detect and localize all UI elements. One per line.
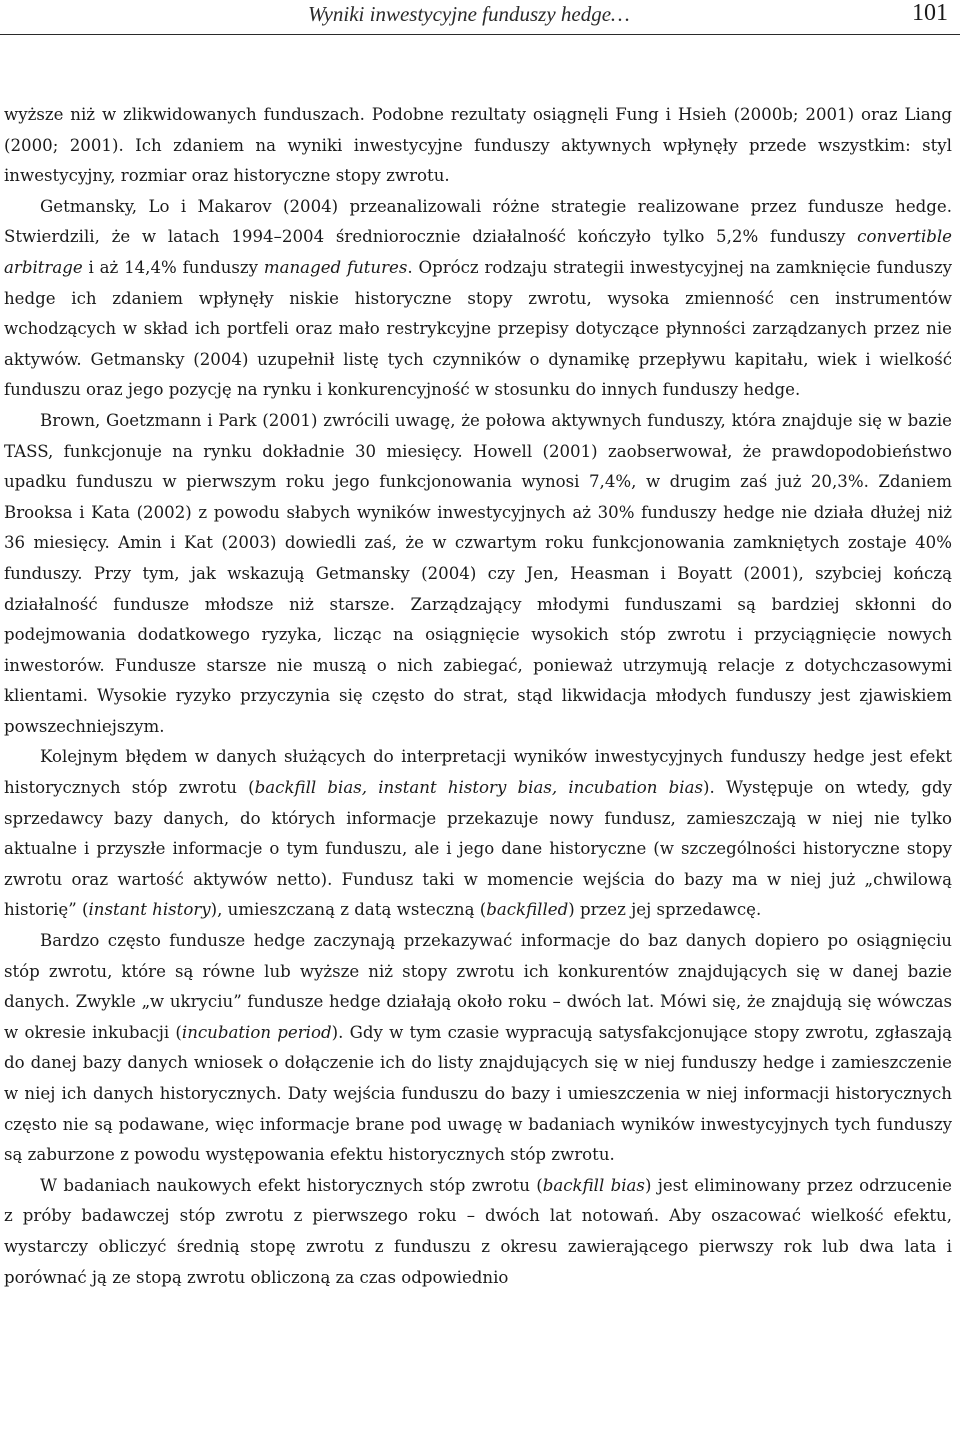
italic-term: incubation period <box>181 1022 332 1042</box>
italic-term: backfill bias, instant history bias, incubation bias <box>254 778 704 798</box>
running-header <box>0 0 960 35</box>
text-run: ), umieszczaną z datą wsteczną ( <box>210 900 487 920</box>
paragraph <box>4 192 952 406</box>
italic-term: convertible arbitrage <box>4 227 952 277</box>
page-number: 101 <box>912 0 948 26</box>
text-run: ) przez jej sprzedawcę. <box>568 900 762 920</box>
text-run: Kolejnym błędem w danych służących do interpretacji wyników inwestycyjnych funduszy hedge jest efekt historycznych stóp zwrotu ( <box>4 747 952 798</box>
text-run: ) jest eliminowany przez odrzucenie z próby badawczej stóp zwrotu z pierwszego roku – dwóch lat notowań. Aby oszacować wielkość efektu, wystarczy obliczyć średnią stopę zwrotu z funduszu z okresu zawierającego pierwszy rok lub dwa lata i porównać ją ze stopą zwrotu obliczoną za czas odpowiednio <box>4 1175 952 1287</box>
italic-term: backfilled <box>486 900 569 920</box>
text-run: wyższe niż w zlikwidowanych funduszach. Podobne rezultaty osiągnęli Fung i Hsieh (2000b; 2001) oraz Liang (2000; 2001). Ich zdaniem na wyniki inwestycyjne funduszy aktywnych wpłynęły przede wszystkim: styl inwestycyjny, rozmiar oraz historyczne stopy zwrotu. <box>4 105 952 186</box>
italic-term: instant history <box>88 900 211 920</box>
paragraph <box>4 100 952 192</box>
text-run: W badaniach naukowych efekt historycznych stóp zwrotu ( <box>40 1175 543 1195</box>
running-header-title: Wyniki inwestycyjne funduszy hedge… <box>308 2 630 26</box>
paragraph <box>4 742 952 926</box>
text-run: Bardzo często fundusze hedge zaczynają przekazywać informacje do baz danych dopiero po osiągnięciu stóp zwrotu, które są równe lub wyższe niż stopy zwrotu ich konkurentów znajdujących się w danej bazie danych. Zwykle „w ukryciu” fundusze hedge działają około roku – dwóch lat. Mówi się, że znajdują się wówczas w okresie inkubacji ( <box>4 931 952 1042</box>
text-run: i aż 14,4% funduszy <box>82 257 264 277</box>
italic-term: managed futures <box>263 257 408 277</box>
text-run: Brown, Goetzmann i Park (2001) zwrócili uwagę, że połowa aktywnych funduszy, która znajduje się w bazie TASS, funkcjonuje na rynku dokładnie 30 miesięcy. Howell (2001) zaobserwował, że prawdopodobieństwo upadku funduszu w pierwszym roku jego funkcjonowania wynosi 7,4%, w drugim zaś już 20,3%. Zdaniem Brooksa i Kata (2002) z powodu słabych wyników inwestycyjnych aż 30% funduszy hedge nie działa dłużej niż 36 miesięcy. Amin i Kat (2003) dowiedli zaś, że w czwartym roku funkcjonowania zamkniętych zostaje 40% funduszy. Przy tym, jak wskazują Getmansky (2004) czy Jen, Heasman i Boyatt (2001), szybciej kończą działalność fundusze młodsze niż starsze. Zarządzający młodymi funduszami są bardziej skłonni do podejmowania dodatkowego ryzyka, licząc na osiągnięcie wysokich stóp zwrotu i przyciągnięcie nowych inwestorów. Fundusze starsze nie muszą o nich zabiegać, ponieważ utrzymują relacje z dotychczasowymi klientami. Wysokie ryzyko przyczynia się często do strat, stąd likwidacja młodych funduszy jest zjawiskiem powszechniejszym. <box>4 410 952 736</box>
text-run: ). Występuje on wtedy, gdy sprzedawcy bazy danych, do których informacje przekazuje nowy fundusz, zamieszczają w niej nie tylko aktualne i przyszłe informacje o tym funduszu, ale i jego dane historyczne (w szczególności historyczne stopy zwrotu oraz wartość aktywów netto). Fundusz taki w momencie wejścia do bazy ma w niej już „chwilową historię” ( <box>4 778 952 920</box>
paragraph <box>4 406 952 743</box>
text-run: ). Gdy w tym czasie wypracują satysfakcjonujące stopy zwrotu, zgłaszają do danej bazy danych wniosek o dołączenie ich do listy znajdujących się w niej funduszy hedge i zamieszczenie w niej ich danych historycznych. Daty wejścia funduszu do bazy i umieszczenia w niej informacji historycznych często nie są podawane, więc informacje brane pod uwagę w badaniach wyników inwestycyjnych tych funduszy są zaburzone z powodu występowania efektu historycznych stóp zwrotu. <box>4 1022 952 1165</box>
paragraph <box>4 926 952 1171</box>
paragraph <box>4 1171 952 1293</box>
text-run: Getmansky, Lo i Makarov (2004) przeanalizowali różne strategie realizowane przez fundusze hedge. Stwierdzili, że w latach 1994–2004 średniorocznie działalność kończyło tylko 5,2% funduszy <box>4 196 952 247</box>
italic-term: backfill bias <box>542 1175 645 1195</box>
text-run: . Oprócz rodzaju strategii inwestycyjnej na zamknięcie funduszy hedge ich zdaniem wpłynęły niskie historyczne stopy zwrotu, wysoka zmienność cen instrumentów wchodzących w skład ich portfeli oraz mało restrykcyjne przepisy dotyczące płynności zarządzanych przez nie aktywów. Getmansky (2004) uzupełnił listę tych czynników o dynamikę przepływu kapitału, wiek i wielkość funduszu oraz jego pozycję na rynku i konkurencyjność w stosunku do innych funduszy hedge. <box>4 257 953 400</box>
body-text <box>4 100 952 1293</box>
